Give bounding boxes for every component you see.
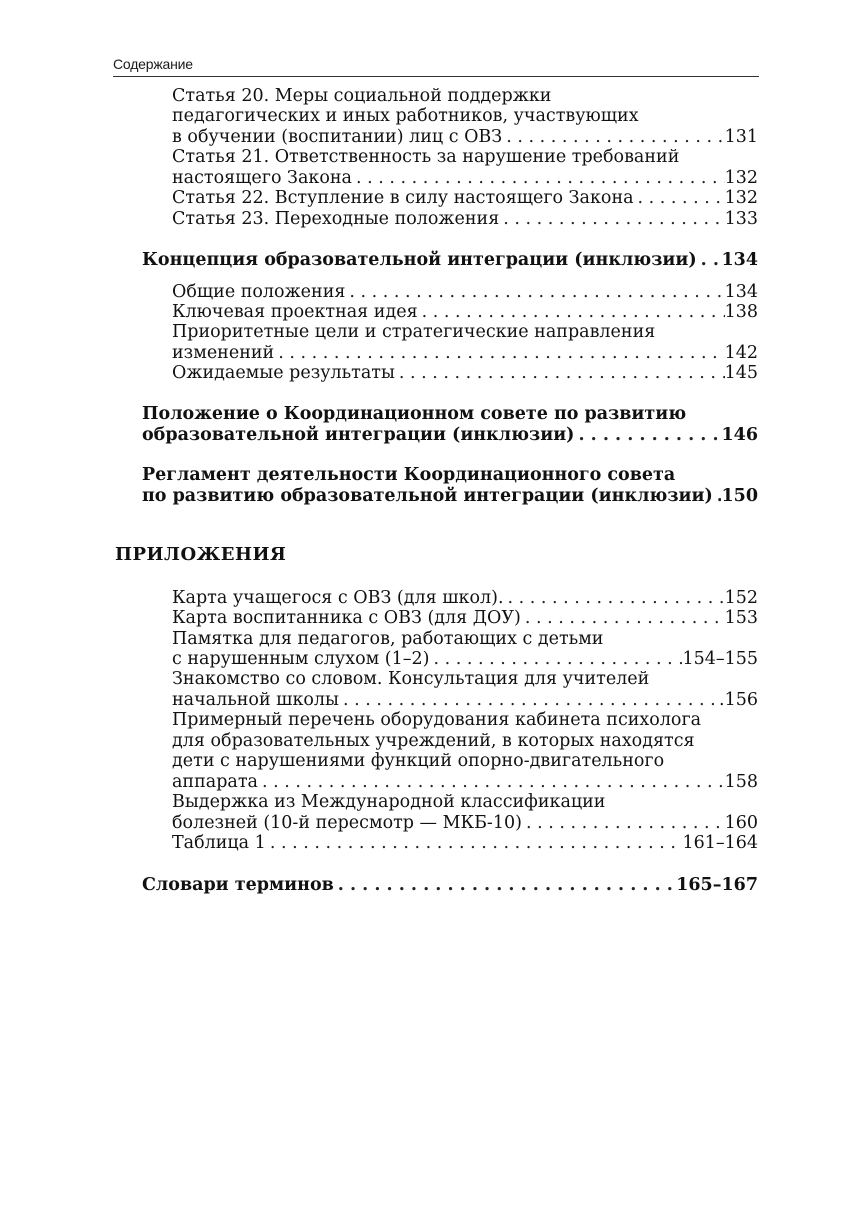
dot-leader: [634, 188, 725, 209]
page-number: .156: [719, 690, 758, 710]
toc-appendix-equipment-line-4[interactable]: аппарата . . . 158: [172, 772, 758, 793]
toc-appendix-equipment-line-1[interactable]: Примерный перечень оборудования кабинета психолога: [172, 710, 702, 730]
dot-leader: [502, 127, 724, 148]
toc-appendix-memo-line-2[interactable]: с нарушенным слухом (1–2) . . . 154–155: [172, 649, 758, 670]
dot-leader: [418, 302, 725, 323]
dot-leader: [274, 343, 724, 364]
toc-article-22[interactable]: Статья 22. Вступление в силу настоящего Закона . . . 132: [172, 188, 758, 209]
dot-leader: [258, 772, 725, 793]
toc-appendix-memo-line-1[interactable]: Памятка для педагогов, работающих с детьми: [172, 629, 604, 649]
toc-procedure-line-1[interactable]: Регламент деятельности Координационного совета: [142, 465, 676, 485]
page-number: 152: [724, 588, 758, 608]
toc-appendix-word-line-2[interactable]: начальной школы . . . .156: [172, 690, 758, 711]
dot-leader: [334, 875, 676, 896]
page-number: 153: [724, 608, 758, 628]
toc-regulation-line-1[interactable]: Положение о Координационном совете по развитию: [142, 404, 687, 424]
toc-appendix-table-1[interactable]: Таблица 1 . . . 161–164: [172, 833, 758, 854]
dot-leader: [345, 282, 724, 303]
dot-leader: [574, 425, 721, 446]
page-number: 142: [724, 343, 758, 363]
page-number: 154–155: [682, 649, 758, 669]
page-number: 165–167: [676, 875, 758, 895]
toc-appendix-equipment-line-2[interactable]: для образовательных учреждений, в которых находятся: [172, 731, 695, 751]
toc-article-23[interactable]: Статья 23. Переходные положения . . . 133: [172, 209, 758, 230]
page-number: 160: [724, 813, 758, 833]
running-head: Содержание: [113, 56, 193, 72]
toc-regulation-line-2[interactable]: образовательной интеграции (инклюзии) . . . 146: [142, 425, 758, 446]
toc-concept-general[interactable]: Общие положения . . . 134: [172, 282, 758, 303]
page-number: 131: [724, 127, 758, 147]
toc-appendix-equipment-line-3[interactable]: дети с нарушениями функций опорно-двигательного: [172, 751, 665, 771]
toc-article-20-line-2[interactable]: педагогических и иных работников, участвующих: [172, 106, 639, 126]
toc-appendix-student-card[interactable]: Карта учащегося с ОВЗ (для школ). . . . 152: [172, 588, 758, 609]
page-number: 138: [724, 302, 758, 322]
toc-appendix-icd-line-2[interactable]: болезней (10-й пересмотр — МКБ-10) . . . 160: [172, 813, 758, 834]
page-number: 161–164: [682, 833, 758, 853]
page-number: 158: [724, 772, 758, 792]
page-number: 132: [724, 168, 758, 188]
page-number: 134: [724, 282, 758, 302]
dot-leader: [266, 833, 683, 854]
toc-concept-heading[interactable]: Концепция образовательной интеграции (инклюзии) . . . 134: [142, 250, 758, 271]
header-rule: [113, 76, 759, 77]
toc-concept-priorities-line-1[interactable]: Приоритетные цели и стратегические направления: [172, 322, 656, 342]
toc-appendix-icd-line-1[interactable]: Выдержка из Международной классификации: [172, 792, 606, 812]
toc-appendix-word-line-1[interactable]: Знакомство со словом. Консультация для учителей: [172, 669, 650, 689]
toc-procedure-line-2[interactable]: по развитию образовательной интеграции (инклюзии) . . . 150: [142, 486, 758, 507]
dot-leader: [504, 588, 725, 609]
appendices-heading: ПРИЛОЖЕНИЯ: [115, 544, 287, 565]
toc-glossaries[interactable]: Словари терминов . . . 165–167: [142, 875, 758, 896]
toc-article-20-line-1[interactable]: Статья 20. Меры социальной поддержки: [172, 86, 552, 106]
dot-leader: [713, 486, 722, 507]
page-number: 145: [724, 363, 758, 383]
dot-leader: [697, 250, 722, 271]
dot-leader: [352, 168, 725, 189]
dot-leader: [522, 813, 725, 834]
toc-article-21-line-2[interactable]: настоящего Закона . . . 132: [172, 168, 758, 189]
toc-concept-results[interactable]: Ожидаемые результаты . . . 145: [172, 363, 758, 384]
page-number: 134: [721, 250, 758, 270]
page-number: 146: [721, 425, 758, 445]
dot-leader: [339, 690, 719, 711]
toc-appendix-pupil-card[interactable]: Карта воспитанника с ОВЗ (для ДОУ) . . . 153: [172, 608, 758, 629]
page-number: 150: [721, 486, 758, 506]
toc-article-20-line-3[interactable]: в обучении (воспитании) лиц с ОВЗ . . . 131: [172, 127, 758, 148]
toc-concept-priorities-line-2[interactable]: изменений . . . 142: [172, 343, 758, 364]
dot-leader: [499, 209, 724, 230]
page-number: 133: [724, 209, 758, 229]
dot-leader: [429, 649, 682, 670]
page-number: 132: [724, 188, 758, 208]
dot-leader: [395, 363, 725, 384]
toc-concept-key-idea[interactable]: Ключевая проектная идея . . . 138: [172, 302, 758, 323]
toc-article-21-line-1[interactable]: Статья 21. Ответственность за нарушение требований: [172, 147, 680, 167]
dot-leader: [521, 608, 725, 629]
